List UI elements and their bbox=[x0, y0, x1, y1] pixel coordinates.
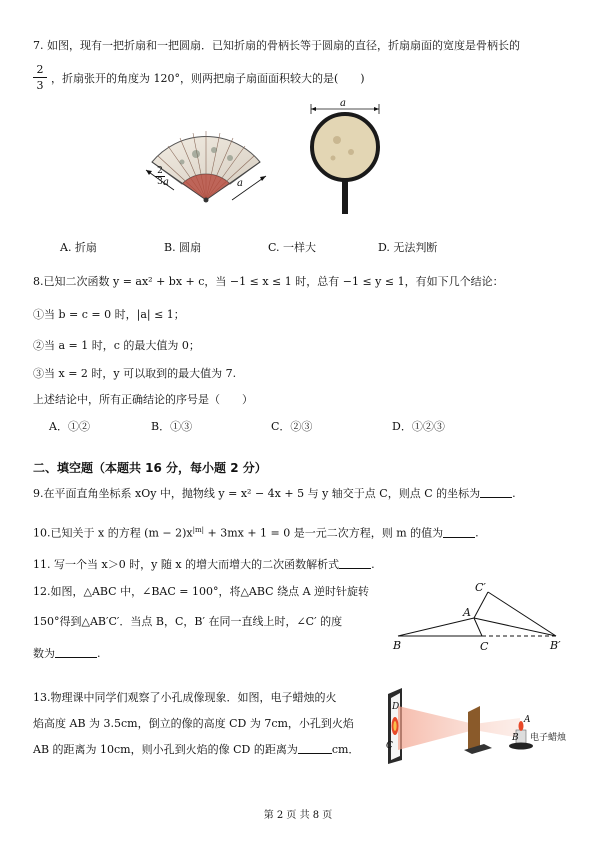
label-electronic-candle: 电子蜡烛 bbox=[530, 733, 567, 743]
section-title-fill-in: 二、填空题（本题共 16 分，每小题 2 分） bbox=[33, 461, 267, 475]
fan-label-a2: a bbox=[237, 178, 243, 189]
q7-option-a[interactable]: A. 折扇 bbox=[60, 241, 97, 254]
q12-answer-blank[interactable] bbox=[55, 646, 97, 658]
label-C: C bbox=[480, 640, 489, 653]
q12-line3: 数为 . bbox=[33, 647, 101, 660]
q8-statement-3: ③当 x = 2 时，y 可以取到的最大值为 7. bbox=[33, 367, 237, 380]
q8-statement-1: ①当 b = c = 0 时，|a| ≤ 1； bbox=[33, 308, 185, 321]
q7-option-d[interactable]: D. 无法判断 bbox=[378, 241, 438, 254]
q13-line3: AB 的距离为 10cm，则小孔到火焰的像 CD 的距离为 cm． bbox=[33, 743, 360, 756]
q8-option-b[interactable]: B．①③ bbox=[151, 420, 193, 433]
fan-label-fraction: 2 3 bbox=[155, 166, 165, 187]
label-A: A bbox=[463, 606, 471, 619]
q7-fraction bbox=[33, 63, 47, 92]
label-B-prime: B′ bbox=[550, 639, 561, 652]
fan-label-a1: a bbox=[163, 177, 169, 188]
q13-line1: 13.物理课中同学们观察了小孔成像现象．如图，电子蜡烛的火 bbox=[33, 691, 337, 704]
q12-line1: 12.如图，△ABC 中，∠BAC = 100°，将△ABC 绕点 A 逆时针旋转 bbox=[33, 585, 370, 598]
q7-line1: 7. 如图，现有一把折扇和一把圆扇．已知折扇的骨柄长等于圆扇的直径，折扇扇面的宽度是骨柄长的 bbox=[33, 39, 520, 52]
label-C-prime: C′ bbox=[475, 581, 486, 594]
folding-fan-figure bbox=[138, 118, 274, 210]
q12-line2: 150°得到△AB′C′．当点 B，C，B′ 在同一直线上时，∠C′ 的度 bbox=[33, 615, 343, 628]
q7-option-b[interactable]: B. 圆扇 bbox=[164, 241, 202, 254]
q13-line2: 焰高度 AB 为 3.5cm，倒立的像的高度 CD 为 7cm，小孔到火焰 bbox=[33, 717, 354, 730]
q10-answer-blank[interactable] bbox=[443, 526, 475, 538]
q7-option-c[interactable]: C. 一样大 bbox=[268, 241, 317, 254]
label-C-image: C bbox=[386, 741, 393, 751]
label-D: D bbox=[392, 702, 400, 712]
q9-answer-blank[interactable] bbox=[480, 486, 512, 498]
page-footer: 第 2 页 共 8 页 bbox=[263, 810, 333, 821]
q7-frac-den: 3 bbox=[36, 79, 44, 92]
q8-statement-2: ②当 a = 1 时，c 的最大值为 0； bbox=[33, 339, 200, 352]
q8-question: 上述结论中，所有正确结论的序号是（ ） bbox=[33, 393, 253, 406]
pinhole-camera-figure bbox=[380, 686, 580, 766]
q13-answer-blank[interactable] bbox=[298, 742, 332, 754]
q8-line1: 8.已知二次函数 y = ax² + bx + c，当 −1 ≤ x ≤ 1 时，总有 −1 ≤ y ≤ 1，有如下几个结论： bbox=[33, 275, 504, 288]
q8-option-c[interactable]: C．②③ bbox=[271, 420, 313, 433]
q11-answer-blank[interactable] bbox=[339, 557, 371, 569]
q8-option-a[interactable]: A．①② bbox=[49, 420, 90, 433]
round-fan-figure bbox=[305, 100, 385, 216]
label-A-flame: A bbox=[524, 715, 531, 725]
q8-option-d[interactable]: D．①②③ bbox=[392, 420, 445, 433]
q11-text: 11. 写一个当 x＞0 时，y 随 x 的增大而增大的二次函数解析式 . bbox=[33, 558, 375, 571]
label-B: B bbox=[393, 639, 402, 652]
round-fan-label-a: a bbox=[340, 98, 346, 109]
q7-line2: ，折扇张开的角度为 120°，则两把扇子扇面面积较大的是( ) bbox=[51, 72, 365, 85]
q9-text: 9.在平面直角坐标系 xOy 中，抛物线 y = x² − 4x + 5 与 y 轴交于点 C，则点 C 的坐标为 . bbox=[33, 487, 516, 500]
q7-frac-num: 2 bbox=[36, 63, 44, 76]
q10-text: 10.已知关于 x 的方程 $(m - 2)x^{|m|} + 3mx + 1 = 0$ 是一元二次方程，则 m 的值为 . bbox=[33, 526, 479, 540]
label-B-flame: B bbox=[512, 733, 519, 743]
